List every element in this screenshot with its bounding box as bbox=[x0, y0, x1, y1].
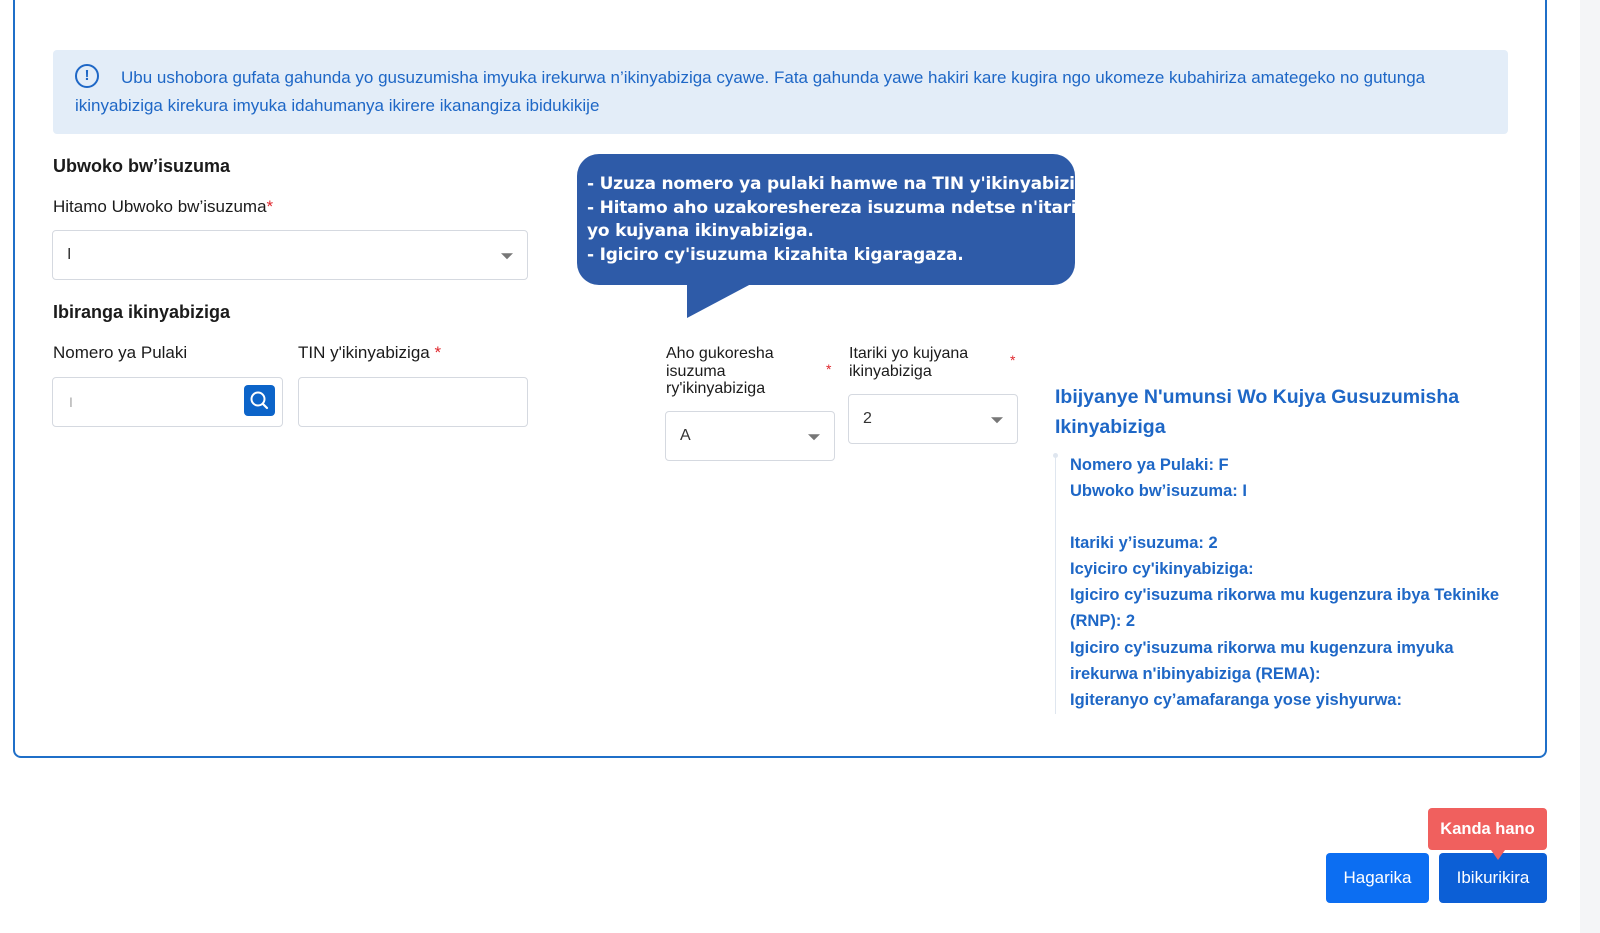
next-button[interactable]: Ibikurikira bbox=[1439, 853, 1547, 903]
info-banner bbox=[53, 50, 1508, 134]
summary-title: Ibijyanye N'umunsi Wo Kujya Gusuzumisha Ikinyabiziga bbox=[1055, 386, 1460, 438]
tin-label: TIN y'ikinyabiziga * bbox=[298, 343, 442, 362]
required-mark: * bbox=[826, 361, 832, 377]
callout-label: Kanda hano bbox=[1440, 820, 1535, 838]
inspection-type-value: I bbox=[67, 246, 72, 263]
tooltip-line: - Hitamo aho uzakoreshereza isuzuma ndetse n'itariki bbox=[587, 197, 1094, 218]
summary-total: Igiteranyo cy’amafaranga yose yishyurwa: bbox=[1070, 691, 1402, 709]
chevron-down-icon bbox=[808, 434, 820, 440]
plate-label: Nomero ya Pulaki bbox=[53, 343, 188, 362]
required-mark: * bbox=[266, 197, 274, 216]
timeline-dot bbox=[1053, 453, 1058, 458]
plate-input[interactable] bbox=[52, 377, 283, 427]
tooltip-line: - Uzuza nomero ya pulaki hamwe na TIN y'ikinyabiziga. bbox=[587, 174, 1105, 194]
plate-input-value: I bbox=[69, 394, 73, 410]
help-tooltip bbox=[577, 154, 1105, 285]
location-label: Aho gukoresha isuzuma ry'ikinyabiziga bbox=[666, 345, 774, 397]
vehicle-heading: Ibiranga ikinyabiziga bbox=[53, 302, 231, 322]
summary-plate: Nomero ya Pulaki: F bbox=[1070, 456, 1229, 474]
chevron-down-icon bbox=[501, 253, 513, 259]
location-value: A bbox=[680, 427, 691, 444]
summary-list bbox=[1055, 454, 1526, 714]
required-mark: * bbox=[1010, 352, 1016, 368]
tooltip-tail bbox=[687, 284, 751, 318]
callout-tail bbox=[1491, 850, 1505, 860]
tooltip-line: - Igiciro cy'isuzuma kizahita kigaragaza. bbox=[587, 244, 964, 265]
search-icon bbox=[244, 385, 275, 416]
tooltip-line: yo kujyana ikinyabiziga. bbox=[587, 221, 814, 241]
chevron-down-icon bbox=[991, 417, 1003, 423]
search-button[interactable] bbox=[244, 385, 275, 416]
cancel-button[interactable]: Hagarika bbox=[1326, 853, 1429, 903]
inspection-type-heading: Ubwoko bw’isuzuma bbox=[53, 156, 231, 176]
date-value: 2 bbox=[863, 410, 872, 427]
info-icon: ! bbox=[75, 64, 99, 88]
info-banner-text: Ubu ushobora gufata gahunda yo gusuzumisha imyuka irekurwa n’ikinyabiziga cyawe. Fata gahunda yawe hakiri kare kugira ngo ukomeze kubahiriza amategeko no gutunga ikinyabiziga kirekura imyuka idahumanya ikirere ikanangiza ibidukikije bbox=[75, 68, 1426, 115]
location-select[interactable] bbox=[665, 411, 835, 461]
inspection-type-select[interactable] bbox=[52, 230, 528, 280]
date-label: Itariki yo kujyana ikinyabiziga bbox=[849, 345, 969, 380]
inspection-type-label: Hitamo Ubwoko bw’isuzuma* bbox=[53, 197, 274, 216]
date-select[interactable] bbox=[848, 394, 1018, 444]
required-mark: * bbox=[434, 343, 442, 362]
summary-inspection-type: Ubwoko bw’isuzuma: I bbox=[1070, 482, 1247, 500]
click-here-callout bbox=[1428, 808, 1547, 850]
summary-category: Icyiciro cy'ikinyabiziga: bbox=[1070, 560, 1254, 578]
summary-rnp-fee: Igiciro cy'isuzuma rikorwa mu kugenzura ibya Tekinike (RNP): 2 bbox=[1070, 586, 1500, 630]
summary-date: Itariki y’isuzuma: 2 bbox=[1070, 534, 1218, 552]
summary-rema-fee: Igiciro cy'isuzuma rikorwa mu kugenzura imyuka irekurwa n'ibinyabiziga (REMA): bbox=[1070, 639, 1454, 683]
tin-input[interactable] bbox=[298, 377, 528, 427]
